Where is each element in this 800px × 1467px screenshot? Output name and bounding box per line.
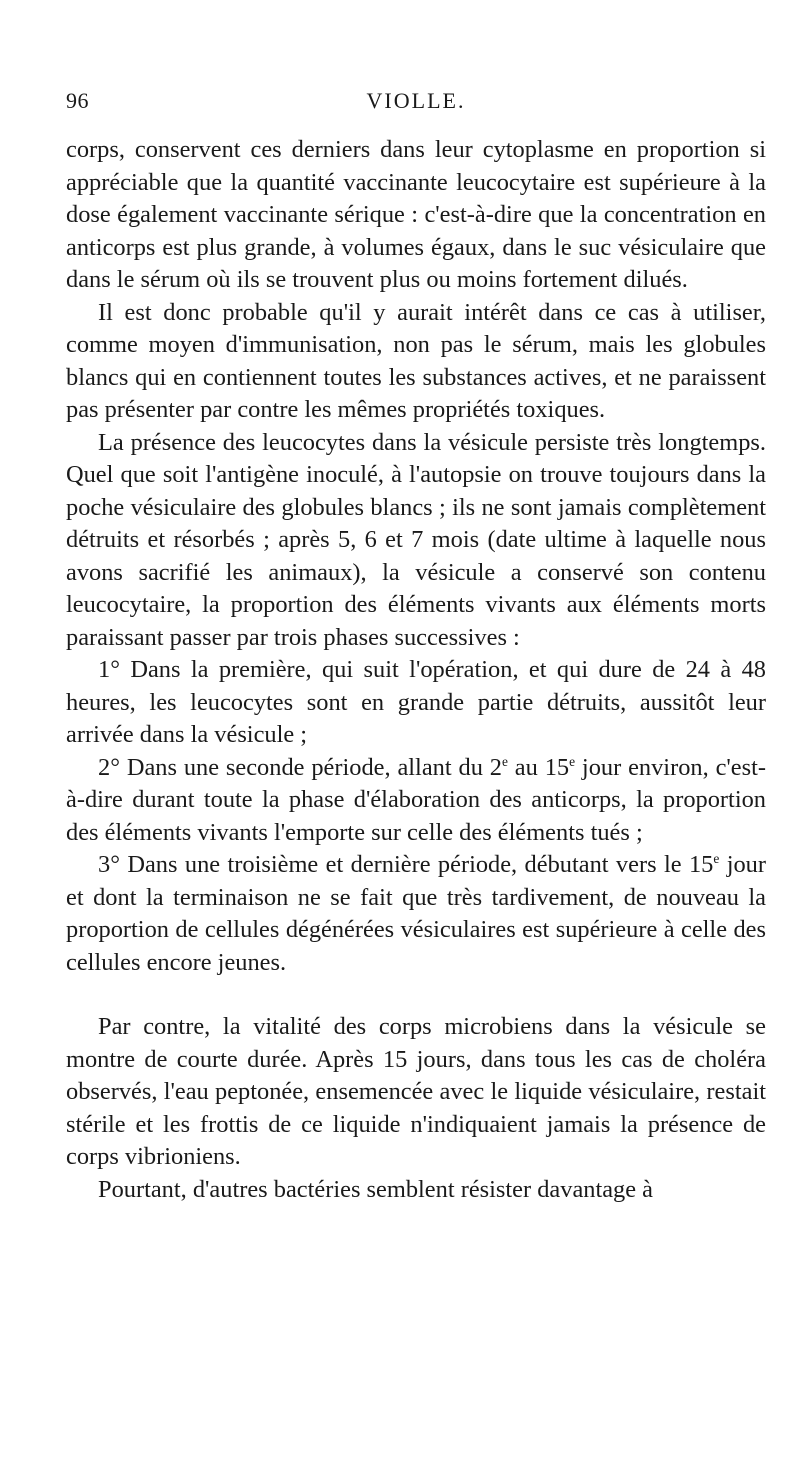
- phase-2-text-a: 2° Dans une seconde période, allant du 2: [98, 753, 502, 781]
- phase-3-superscript: e: [713, 850, 720, 866]
- phase-1-item: 1° Dans la première, qui suit l'opération, et qui dure de 24 à 48 heures, les leucocytes sont en grande partie détruits, aussitôt leur arrivée dans la vésicule ;: [66, 656, 766, 748]
- phase-3-text-a: 3° Dans une troisième et dernière période, débutant vers le 15: [98, 851, 714, 878]
- paragraph-immunisation: Il est donc probable qu'il y aurait intérêt dans ce cas à utiliser, comme moyen d'immunisation, non pas le sérum, mais les globules blancs qui en contiennent toutes les substances actives, et ne paraissent pas présenter par contre les mêmes propriétés toxiques.: [66, 298, 766, 423]
- running-title: VIOLLE.: [366, 88, 466, 113]
- phase-3-item: [66, 849, 766, 979]
- paragraph-bacteries: Pourtant, d'autres bactéries semblent résister davantage à: [98, 1175, 654, 1203]
- phase-3-text-b: jour et dont la terminaison ne se fait que très tardivement, de nouveau la proportion de cellules dégénérées vésiculaires est supérieure à celle des cellules encore jeunes.: [66, 851, 766, 976]
- phase-2-item: [66, 752, 766, 850]
- phase-2-text-c: jour environ, c'est-à-dire durant toute la phase d'élaboration des anticorps, la proportion des éléments vivants l'emporte sur celle des éléments tués ;: [66, 753, 767, 846]
- page-number: 96: [66, 88, 89, 113]
- paragraph-vitalite: Par contre, la vitalité des corps microbiens dans la vésicule se montre de courte durée. Après 15 jours, dans tous les cas de choléra observés, l'eau peptonée, ensemencée avec le liquide vésiculaire, restait stérile et les frottis de ce liquide n'indiquaient jamais la présence de corps vibrioniens.: [66, 1013, 766, 1170]
- paragraph-continuation: corps, conservent ces derniers dans leur cytoplasme en proportion si appréciable que la quantité vaccinante leucocytaire est supérieure à la dose également vaccinante sérique : c'est-à-dire que la concentration en anticorps est plus grande, à volumes égaux, dans le suc vésiculaire que dans le sérum où ils se trouvent plus ou moins fortement dilués.: [66, 136, 766, 293]
- phase-2-superscript-b: e: [569, 753, 576, 769]
- body-text: [66, 134, 766, 1206]
- running-head: [66, 88, 766, 118]
- phase-2-text-b: au 15: [507, 753, 570, 781]
- paragraph-leucocytes: La présence des leucocytes dans la vésicule persiste très longtemps. Quel que soit l'antigène inoculé, à l'autopsie on trouve toujours dans la poche vésiculaire des globules blancs ; ils ne sont jamais complètement détruits et résorbés ; après 5, 6 et 7 mois (date ultime à laquelle nous avons sacrifié les animaux), la vésicule a conservé son contenu leucocytaire, la proportion des éléments vivants aux éléments morts paraissant passer par trois phases successives :: [66, 428, 766, 651]
- phase-2-superscript-a: e: [501, 753, 508, 769]
